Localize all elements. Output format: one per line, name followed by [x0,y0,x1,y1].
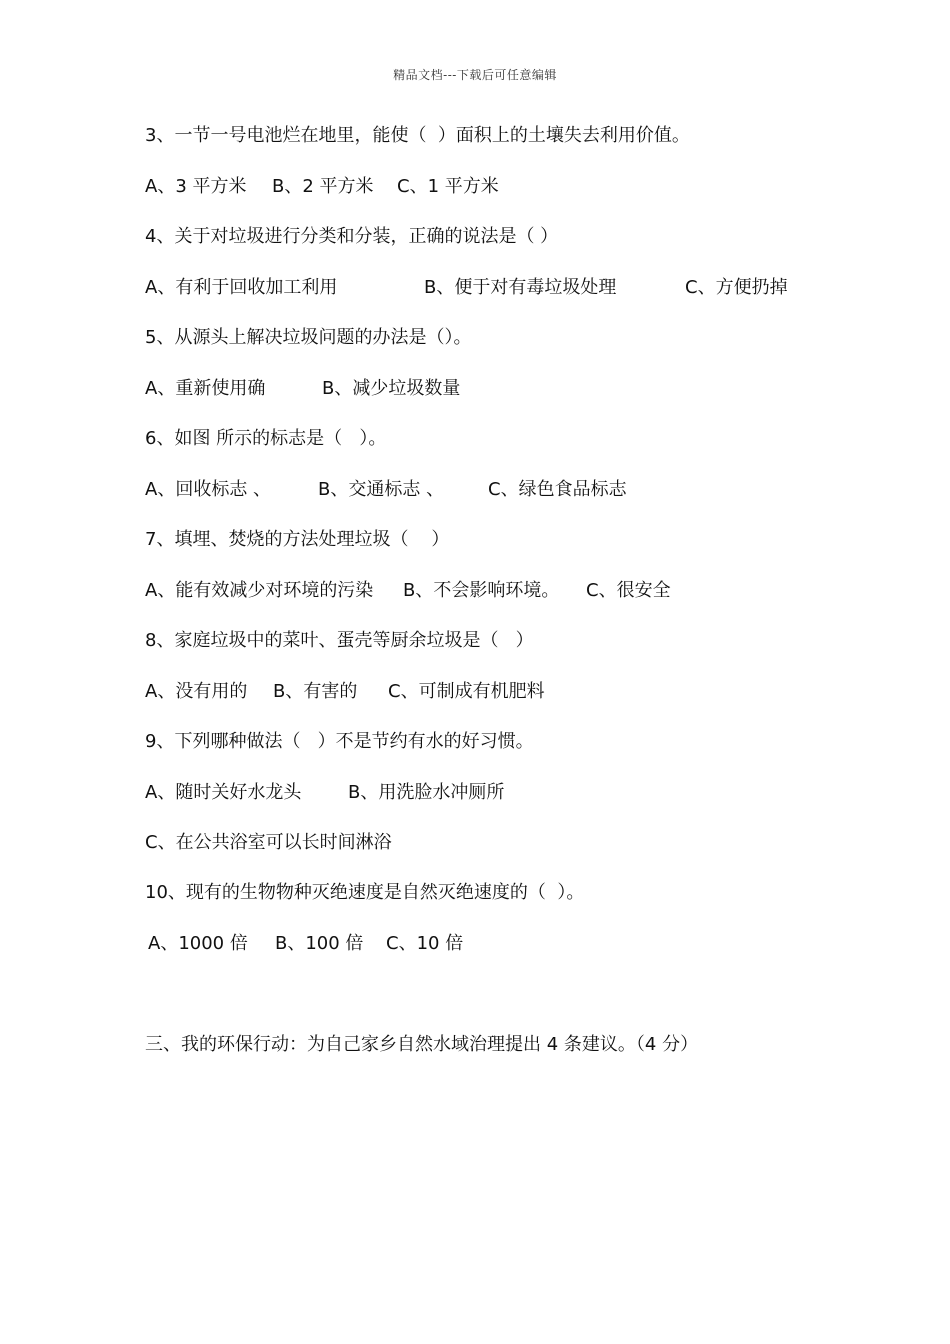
q9-option-c: C、在公共浴室可以长时间淋浴 [145,832,392,853]
question-10: 10、现有的生物物种灭绝速度是自然灭绝速度的（ ）。 [145,882,585,903]
q6-option-a: A、回收标志 、 [145,479,272,500]
q7-option-b: B、不会影响环境。 [403,580,560,601]
q3-option-c: C、1 平方米 [397,176,499,197]
q10-option-a: A、1000 倍 [148,933,248,954]
page-header: 精品文档---下载后可任意编辑 [393,68,557,82]
q5-option-a: A、重新使用确 [145,378,266,399]
question-9: 9、下列哪种做法（ ）不是节约有水的好习惯。 [145,731,534,752]
q4-option-b: B、便于对有毒垃圾处理 [424,277,617,298]
question-4: 4、关于对垃圾进行分类和分装，正确的说法是（ ） [145,226,559,247]
q10-option-c: C、10 倍 [386,933,464,954]
q8-option-c: C、可制成有机肥料 [388,681,545,702]
q4-option-c: C、方便扔掉 [685,277,788,298]
q7-option-c: C、很安全 [586,580,671,601]
question-8: 8、家庭垃圾中的菜叶、蛋壳等厨余垃圾是（ ） [145,630,534,651]
question-3: 3、一节一号电池烂在地里，能使（ ）面积上的土壤失去利用价值。 [145,125,690,146]
section-3-heading: 三、我的环保行动：为自己家乡自然水域治理提出 4 条建议。（4 分） [145,1034,699,1055]
q8-option-b: B、有害的 [273,681,358,702]
q9-option-a: A、随时关好水龙头 [145,782,302,803]
question-7: 7、填埋、焚烧的方法处理垃圾（ ） [145,529,450,550]
q6-option-c: C、绿色食品标志 [488,479,627,500]
question-5: 5、从源头上解决垃圾问题的办法是（）。 [145,327,472,348]
q6-option-b: B、交通标志 、 [318,479,445,500]
q5-option-b: B、减少垃圾数量 [322,378,461,399]
q3-option-a: A、3 平方米 [145,176,247,197]
q9-option-b: B、用洗脸水冲厕所 [348,782,505,803]
question-6: 6、如图 所示的标志是（ ）。 [145,428,387,449]
q10-option-b: B、100 倍 [275,933,364,954]
q8-option-a: A、没有用的 [145,681,248,702]
q4-option-a: A、有利于回收加工利用 [145,277,338,298]
q3-option-b: B、2 平方米 [272,176,374,197]
q7-option-a: A、能有效减少对环境的污染 [145,580,374,601]
